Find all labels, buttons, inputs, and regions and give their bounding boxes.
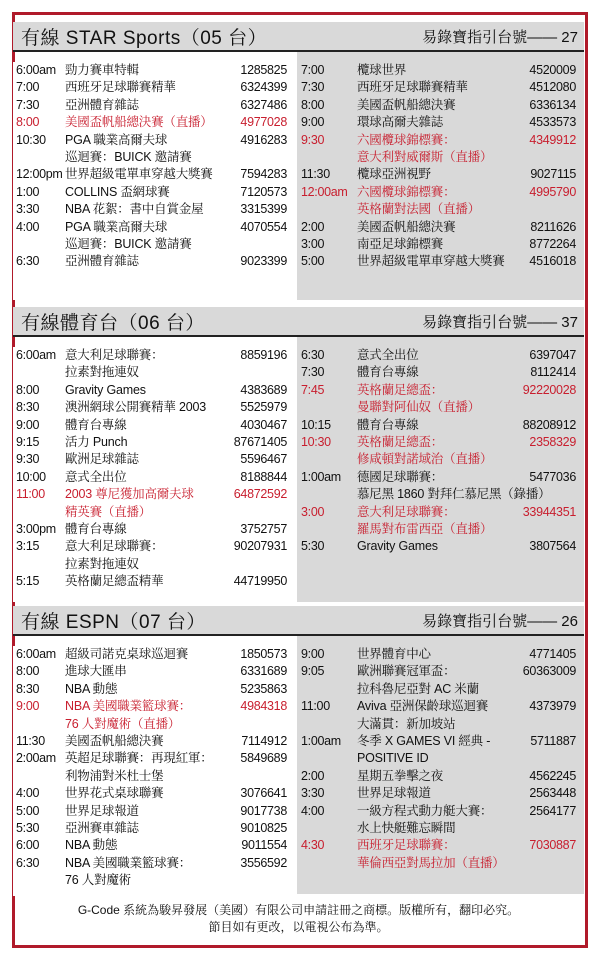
program-time: 10:15 xyxy=(301,417,331,432)
program-title: NBA 動態 xyxy=(65,838,118,853)
program-title: 羅馬對布雷西亞（直播） xyxy=(357,522,493,537)
program-title: 歐洲聯賽冠軍盃： xyxy=(357,664,456,679)
schedule-row xyxy=(13,538,293,555)
program-title: PGA 職業高爾夫球 xyxy=(65,132,168,147)
g-code: 6324399 xyxy=(240,80,287,95)
schedule-column-right xyxy=(297,636,584,894)
schedule-row xyxy=(13,382,293,399)
schedule-row xyxy=(297,417,584,434)
program-time: 3:30 xyxy=(16,202,40,217)
program-title: 英格蘭足總盃： xyxy=(357,382,444,397)
g-code: 92220028 xyxy=(522,382,576,397)
schedule-row xyxy=(13,469,293,486)
g-code: 4533573 xyxy=(529,115,576,130)
g-code: 6397047 xyxy=(529,348,576,362)
schedule-row xyxy=(297,469,584,486)
program-title: 美國盃帆船總決賽（直播） xyxy=(65,115,213,130)
g-code: 9017738 xyxy=(240,803,287,818)
program-title: 英格蘭對法國（直播） xyxy=(357,202,481,217)
schedule-row xyxy=(297,698,584,715)
schedule-row xyxy=(297,820,584,837)
program-time: 3:00pm xyxy=(16,522,56,537)
schedule-row xyxy=(297,521,584,538)
program-title: 利物浦對米杜士堡 xyxy=(65,768,164,783)
schedule-row xyxy=(297,149,584,166)
schedule-row xyxy=(297,347,584,364)
program-title: 亞洲體育雜誌 xyxy=(65,97,139,112)
program-title: 巡迴賽：BUICK 邀請賽 xyxy=(65,150,192,165)
program-title: COLLINS 盃網球賽 xyxy=(65,184,170,199)
program-title: 一級方程式動力艇大賽： xyxy=(357,803,493,818)
schedule-row xyxy=(13,399,293,416)
program-title: 澳洲網球公開賽精華 2003 xyxy=(65,400,206,415)
program-title: PGA 職業高爾夫球 xyxy=(65,219,168,234)
g-code: 8188844 xyxy=(240,469,287,484)
g-code: 1850573 xyxy=(240,647,287,661)
program-time: 6:00 xyxy=(16,838,40,853)
schedule-row xyxy=(13,820,293,837)
program-title: 體育台專線 xyxy=(357,365,419,380)
program-time: 10:30 xyxy=(16,132,46,147)
program-time: 11:00 xyxy=(16,487,45,502)
g-code: 7114912 xyxy=(241,734,287,749)
g-code: 5711887 xyxy=(530,734,576,749)
program-title: 欖球亞洲視野 xyxy=(357,167,431,182)
program-time: 9:00 xyxy=(301,115,325,130)
program-time: 3:30 xyxy=(301,786,325,801)
program-time: 9:30 xyxy=(16,452,40,467)
program-time: 7:00 xyxy=(301,63,325,77)
schedule-body xyxy=(13,646,584,896)
schedule-row xyxy=(13,79,293,96)
program-time: 3:00 xyxy=(301,504,325,519)
schedule-row xyxy=(297,681,584,698)
program-title: 慕尼黑 1860 對拜仁慕尼黑（錄播） xyxy=(357,487,551,502)
g-code: 5235863 xyxy=(240,681,287,696)
schedule-row xyxy=(13,768,293,785)
schedule-row xyxy=(297,184,584,201)
g-code: 9011554 xyxy=(241,838,287,853)
g-code: 6331689 xyxy=(240,664,287,679)
schedule-column-left xyxy=(13,646,293,896)
schedule-row xyxy=(297,750,584,767)
program-title: 欖球世界 xyxy=(357,63,407,77)
g-code: 2564177 xyxy=(529,803,576,818)
program-title: 世界超級電單車穿越大獎賽 xyxy=(65,167,213,182)
program-title: 意式全出位 xyxy=(357,348,419,362)
program-title: 歐洲足球雜誌 xyxy=(65,452,139,467)
schedule-row xyxy=(297,382,584,399)
program-time: 9:15 xyxy=(16,435,40,450)
schedule-row xyxy=(13,521,293,538)
program-title: 六國欖球錦標賽： xyxy=(357,132,456,147)
schedule-row xyxy=(297,663,584,680)
g-code: 3076641 xyxy=(240,786,287,801)
program-title: 英格蘭足總盃： xyxy=(357,435,444,450)
schedule-row xyxy=(13,364,293,381)
program-title: 美國盃帆船總決賽 xyxy=(65,734,164,749)
schedule-row xyxy=(297,253,584,270)
g-code: 4520009 xyxy=(529,63,576,77)
schedule-row xyxy=(297,646,584,663)
schedule-row xyxy=(13,166,293,183)
g-code: 5596467 xyxy=(240,452,287,467)
g-code: 2563448 xyxy=(529,786,576,801)
program-time: 6:30 xyxy=(16,855,40,870)
program-time: 8:30 xyxy=(16,400,40,415)
program-title: 巡迴賽：BUICK 邀請賽 xyxy=(65,237,192,252)
section-star-sports xyxy=(13,22,584,302)
program-title: 拉素對拖連奴 xyxy=(65,365,139,380)
program-title: 大滿貫：新加坡站 xyxy=(357,716,456,731)
program-title: 華倫西亞對馬拉加（直播） xyxy=(357,855,505,870)
schedule-row xyxy=(13,681,293,698)
program-time: 7:30 xyxy=(301,80,325,95)
schedule-row xyxy=(13,716,293,733)
program-title: 南亞足球錦標賽 xyxy=(357,237,444,252)
g-code: 9027115 xyxy=(530,167,576,182)
schedule-row xyxy=(13,62,293,79)
schedule-row xyxy=(297,114,584,131)
schedule-row xyxy=(297,97,584,114)
program-time: 1:00am xyxy=(301,734,341,749)
schedule-row xyxy=(13,253,293,270)
g-code: 5477036 xyxy=(529,469,576,484)
g-code: 44719950 xyxy=(233,574,287,589)
schedule-row xyxy=(297,785,584,802)
schedule-row xyxy=(13,132,293,149)
schedule-change-notice: 節目如有更改，以電視公布為準。 xyxy=(208,920,389,934)
g-code: 64872592 xyxy=(233,487,287,502)
program-time: 7:30 xyxy=(301,365,325,380)
schedule-row xyxy=(297,364,584,381)
program-time: 9:30 xyxy=(301,132,325,147)
program-title: 意大利對威爾斯（直播） xyxy=(357,150,493,165)
program-time: 4:00 xyxy=(16,219,40,234)
program-time: 2:00 xyxy=(301,768,325,783)
program-title: Gravity Games xyxy=(65,382,146,397)
program-title: 亞洲體育雜誌 xyxy=(65,254,139,269)
g-code: 4916283 xyxy=(240,132,287,147)
program-time: 7:45 xyxy=(301,382,325,397)
schedule-row xyxy=(297,768,584,785)
g-code: 88208912 xyxy=(522,417,576,432)
schedule-row xyxy=(297,132,584,149)
program-title: 意大利足球聯賽： xyxy=(65,348,164,362)
schedule-row xyxy=(13,114,293,131)
g-code: 8772264 xyxy=(529,237,576,252)
schedule-row xyxy=(13,201,293,218)
schedule-row xyxy=(13,184,293,201)
program-time: 11:30 xyxy=(301,167,330,182)
schedule-row xyxy=(13,733,293,750)
schedule-row xyxy=(13,785,293,802)
g-code: 4070554 xyxy=(240,219,287,234)
program-time: 12:00pm xyxy=(16,167,63,182)
schedule-row xyxy=(297,486,584,503)
g-code: 6327486 xyxy=(240,97,287,112)
program-title: 2003 尊尼獲加高爾夫球 xyxy=(65,487,194,502)
g-code: 4349912 xyxy=(529,132,576,147)
schedule-row xyxy=(297,538,584,555)
g-code: 3807564 xyxy=(529,539,576,554)
g-code: 6336134 xyxy=(529,97,576,112)
g-code: 2358329 xyxy=(529,435,576,450)
program-time: 4:30 xyxy=(301,838,325,853)
program-title: 西班牙足球聯賽精華 xyxy=(357,80,468,95)
schedule-row xyxy=(297,62,584,79)
g-code: 4562245 xyxy=(529,768,576,783)
g-code: 90207931 xyxy=(233,539,287,554)
schedule-row xyxy=(13,149,293,166)
program-title: 德國足球聯賽： xyxy=(357,469,444,484)
schedule-row xyxy=(13,663,293,680)
g-code: 4984318 xyxy=(240,699,287,714)
program-title: Gravity Games xyxy=(357,539,438,554)
schedule-row xyxy=(297,716,584,733)
program-title: 意式全出位 xyxy=(65,469,127,484)
section-header xyxy=(13,307,584,337)
program-time: 2:00 xyxy=(301,219,325,234)
program-title: 星期五拳擊之夜 xyxy=(357,768,444,783)
schedule-row xyxy=(297,79,584,96)
program-title: 體育台專線 xyxy=(65,522,127,537)
g-code: 4030467 xyxy=(240,417,287,432)
program-title: 環球高爾夫雜誌 xyxy=(357,115,444,130)
program-title: 美國盃帆船總決賽 xyxy=(357,219,456,234)
guide-channel-number: 易錄寶指引台號—— 26 xyxy=(422,612,578,630)
schedule-row xyxy=(297,837,584,854)
program-title: NBA 花絮：書中自賞金屋 xyxy=(65,202,204,217)
program-time: 6:00am xyxy=(16,63,56,77)
program-title: 修咸頓對諾域治（直播） xyxy=(357,452,493,467)
guide-channel-number: 易錄寶指引台號—— 37 xyxy=(422,313,578,331)
program-time: 10:00 xyxy=(16,469,46,484)
g-code: 8112414 xyxy=(530,365,576,380)
program-title: 世界足球報道 xyxy=(65,803,139,818)
g-code: 8211626 xyxy=(530,219,576,234)
program-title: 76 人對魔術（直播） xyxy=(65,716,181,731)
schedule-row xyxy=(13,803,293,820)
channel-title: 有線體育台（06 台） xyxy=(21,312,205,334)
program-title: 世界足球報道 xyxy=(357,786,431,801)
schedule-row xyxy=(13,504,293,521)
program-title: NBA 美國職業籃球賽： xyxy=(65,699,192,714)
schedule-row xyxy=(13,855,293,872)
program-title: 體育台專線 xyxy=(65,417,127,432)
footer xyxy=(13,902,584,936)
program-time: 7:00 xyxy=(16,80,40,95)
program-time: 9:00 xyxy=(16,417,40,432)
section-header xyxy=(13,606,584,636)
schedule-row xyxy=(297,451,584,468)
program-title: 六國欖球錦標賽： xyxy=(357,184,456,199)
program-title: 世界體育中心 xyxy=(357,647,431,661)
program-title: 拉科魯尼亞對 AC 米蘭 xyxy=(357,681,479,696)
program-title: 西班牙足球聯賽： xyxy=(357,838,456,853)
g-code: 7594283 xyxy=(240,167,287,182)
program-time: 8:00 xyxy=(301,97,325,112)
g-code: 4512080 xyxy=(529,80,576,95)
g-code: 7120573 xyxy=(240,184,287,199)
schedule-row xyxy=(297,166,584,183)
program-time: 8:00 xyxy=(16,115,40,130)
program-title: 76 人對魔術 xyxy=(65,873,131,888)
program-time: 5:00 xyxy=(301,254,325,269)
program-time: 5:00 xyxy=(16,803,40,818)
g-code: 4383689 xyxy=(240,382,287,397)
program-time: 1:00am xyxy=(301,469,341,484)
schedule-column-right xyxy=(297,337,584,602)
schedule-row xyxy=(13,97,293,114)
g-code: 1285825 xyxy=(240,63,287,77)
g-code: 8859196 xyxy=(240,348,287,362)
program-time: 9:05 xyxy=(301,664,325,679)
program-title: 活力 Punch xyxy=(65,435,128,450)
program-title: 精英賽（直播） xyxy=(65,504,152,519)
section-header xyxy=(13,22,584,52)
program-title: 英超足球聯賽：再現紅軍： xyxy=(65,751,213,766)
schedule-row xyxy=(13,556,293,573)
program-time: 4:00 xyxy=(301,803,325,818)
g-code: 4771405 xyxy=(529,647,576,661)
program-time: 11:30 xyxy=(16,734,45,749)
program-time: 6:30 xyxy=(301,348,325,362)
program-time: 8:00 xyxy=(16,664,40,679)
schedule-row xyxy=(13,486,293,503)
g-code: 5849689 xyxy=(240,751,287,766)
schedule-body xyxy=(13,62,584,302)
program-time: 5:15 xyxy=(16,574,40,589)
channel-title: 有線 ESPN（07 台） xyxy=(21,611,206,633)
schedule-row xyxy=(13,698,293,715)
schedule-column-right xyxy=(297,52,584,300)
program-title: POSITIVE ID xyxy=(357,751,429,766)
program-title: NBA 動態 xyxy=(65,681,118,696)
program-title: 冬季 X GAMES VI 經典 - xyxy=(357,734,491,749)
schedule-row xyxy=(297,201,584,218)
schedule-row xyxy=(13,236,293,253)
g-code: 60363009 xyxy=(522,664,576,679)
schedule-row xyxy=(297,399,584,416)
program-time: 3:00 xyxy=(301,237,325,252)
g-code: 4977028 xyxy=(240,115,287,130)
program-time: 9:00 xyxy=(16,699,40,714)
schedule-row xyxy=(297,434,584,451)
program-title: 勁力賽車特輯 xyxy=(65,63,139,77)
schedule-row xyxy=(13,646,293,663)
schedule-body xyxy=(13,347,584,602)
g-code: 5525979 xyxy=(240,400,287,415)
schedule-row xyxy=(13,417,293,434)
program-time: 8:00 xyxy=(16,382,40,397)
schedule-row xyxy=(297,236,584,253)
program-title: 拉素對拖連奴 xyxy=(65,556,139,571)
program-time: 1:00 xyxy=(16,184,40,199)
g-code: 3556592 xyxy=(240,855,287,870)
program-title: 美國盃帆船總決賽 xyxy=(357,97,456,112)
g-code: 7030887 xyxy=(529,838,576,853)
section-cable-sports xyxy=(13,307,584,602)
program-title: 進球大匯串 xyxy=(65,664,127,679)
program-title: 英格蘭足總盃精華 xyxy=(65,574,164,589)
program-title: 水上快艇難忘瞬間 xyxy=(357,821,456,836)
program-time: 2:00am xyxy=(16,751,56,766)
guide-channel-number: 易錄寶指引台號—— 27 xyxy=(422,28,578,46)
program-time: 8:30 xyxy=(16,681,40,696)
program-time: 6:00am xyxy=(16,348,56,362)
program-title: 意大利足球聯賽： xyxy=(65,539,164,554)
g-code: 3752757 xyxy=(240,522,287,537)
section-espn xyxy=(13,606,584,896)
program-title: 意大利足球聯賽： xyxy=(357,504,456,519)
schedule-row xyxy=(13,434,293,451)
schedule-row xyxy=(297,803,584,820)
program-title: 世界花式桌球聯賽 xyxy=(65,786,164,801)
program-time: 10:30 xyxy=(301,435,331,450)
g-code: 87671405 xyxy=(233,435,287,450)
g-code: 4995790 xyxy=(529,184,576,199)
schedule-row xyxy=(297,733,584,750)
schedule-row xyxy=(13,219,293,236)
schedule-row xyxy=(297,504,584,521)
schedule-row xyxy=(13,451,293,468)
program-time: 11:00 xyxy=(301,699,330,714)
copyright-notice: G-Code 系統為駿昇發展（美國）有限公司申請註冊之商標。版權所有，翻印必究。 xyxy=(77,903,520,917)
program-time: 7:30 xyxy=(16,97,40,112)
program-time: 5:30 xyxy=(16,821,40,836)
schedule-column-left xyxy=(13,62,293,300)
schedule-row xyxy=(297,219,584,236)
schedule-row xyxy=(13,347,293,364)
program-title: 世界超級電單車穿越大獎賽 xyxy=(357,254,505,269)
program-title: NBA 美國職業籃球賽： xyxy=(65,855,192,870)
program-title: 亞洲賽車雜誌 xyxy=(65,821,139,836)
program-time: 6:30 xyxy=(16,254,40,269)
g-code: 9010825 xyxy=(240,821,287,836)
g-code: 4373979 xyxy=(529,699,576,714)
g-code: 4516018 xyxy=(529,254,576,269)
program-title: Aviva 亞洲保齡球巡迴賽 xyxy=(357,699,489,714)
channel-title: 有線 STAR Sports（05 台） xyxy=(21,27,268,49)
schedule-row xyxy=(13,872,293,889)
schedule-column-left xyxy=(13,347,293,602)
g-code: 9023399 xyxy=(240,254,287,269)
program-time: 12:00am xyxy=(301,184,348,199)
schedule-row xyxy=(13,750,293,767)
program-time: 9:00 xyxy=(301,647,325,661)
program-time: 3:15 xyxy=(16,539,40,554)
program-title: 超級司諾克桌球巡迴賽 xyxy=(65,647,189,661)
program-time: 5:30 xyxy=(301,539,325,554)
schedule-row xyxy=(13,837,293,854)
program-title: 體育台專線 xyxy=(357,417,419,432)
program-title: 曼聯對阿仙奴（直播） xyxy=(357,400,481,415)
schedule-row xyxy=(13,573,293,590)
g-code: 33944351 xyxy=(522,504,576,519)
schedule-row xyxy=(297,855,584,872)
program-time: 4:00 xyxy=(16,786,40,801)
g-code: 3315399 xyxy=(240,202,287,217)
program-title: 西班牙足球聯賽精華 xyxy=(65,80,176,95)
program-time: 6:00am xyxy=(16,647,56,661)
